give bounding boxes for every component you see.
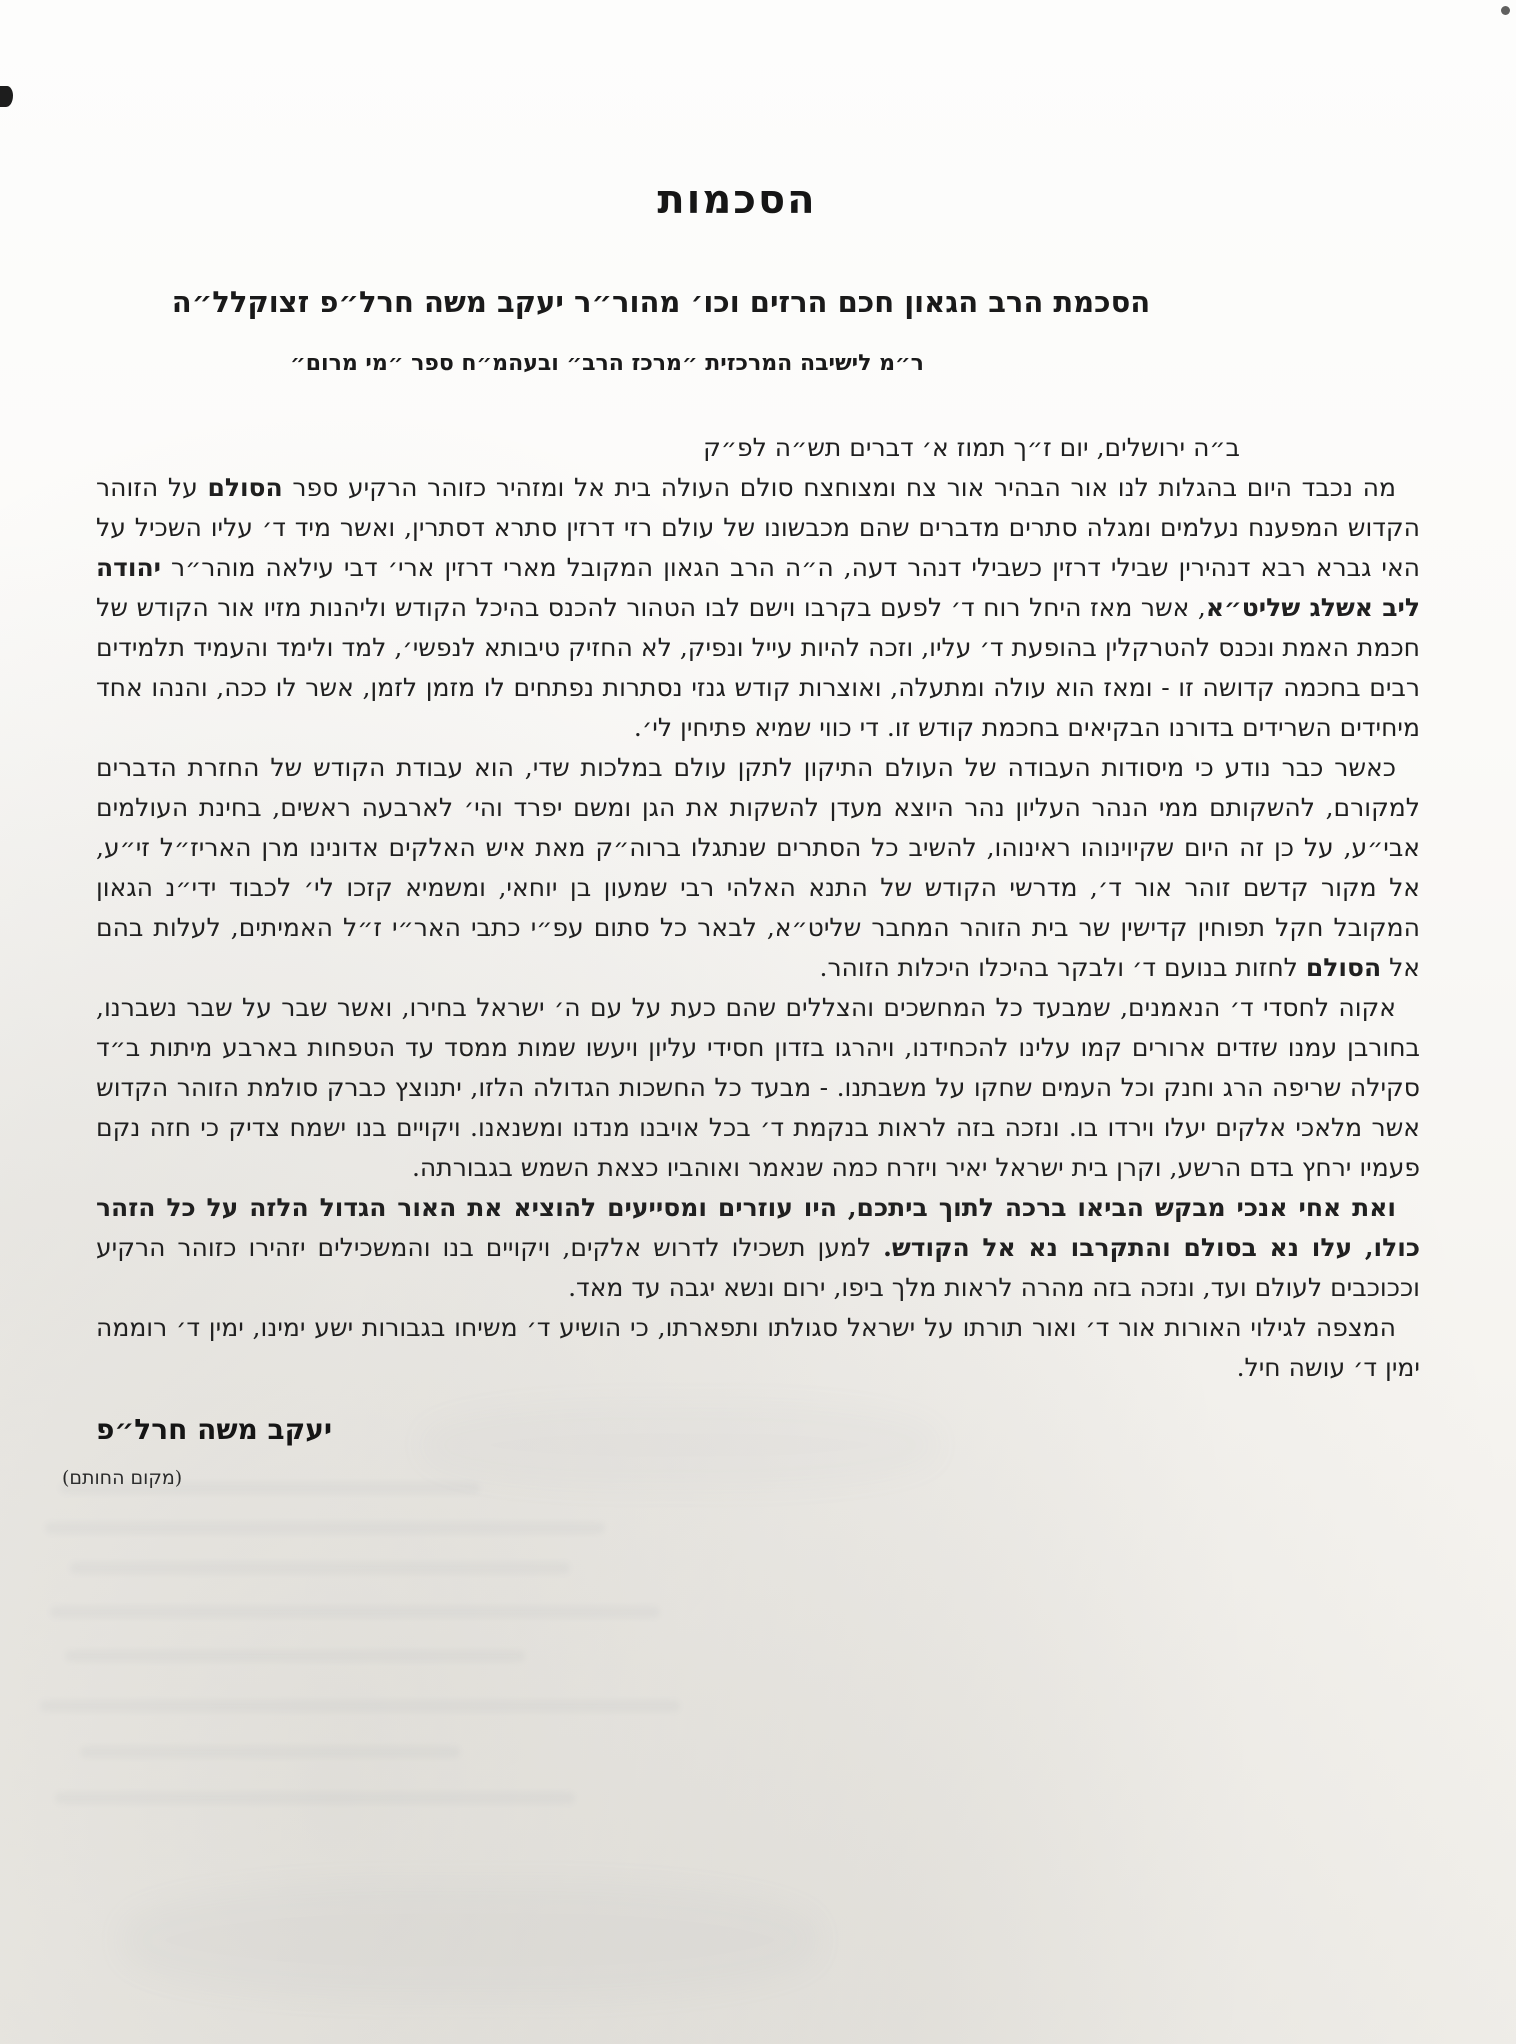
body-paragraphs (96, 468, 1420, 1388)
bleed-through-line (70, 1562, 570, 1574)
bleed-through-line (80, 1746, 460, 1758)
page-title: הסכמות (657, 176, 817, 223)
bleed-through-line (45, 1522, 605, 1534)
paragraph (96, 1188, 1420, 1308)
paragraph-text-bold: הסולם (207, 473, 283, 502)
bleed-through-line (50, 1606, 660, 1618)
paragraph-text: מה נכבד היום בהגלות לנו אור הבהיר אור צח ומצוחצח סולם העולה בית אל ומזהיר כזוהר הרקיע ספר (282, 473, 1396, 502)
paragraph (96, 468, 1420, 748)
scan-speck-artifact (1501, 6, 1510, 15)
bleed-through-line (65, 1650, 525, 1662)
paragraph-text-bold: ואת אחי אנכי מבקש הביאו ברכה לתוך ביתכם, היו עוזרים ומסייעים להוציא את האור הגדול הלזה על כל הזהר כולו, עלו נא בסולם והתקרבו נא אל הקודש. (96, 1193, 1420, 1262)
paragraph (96, 748, 1420, 988)
approbation-subheading: ר״מ לישיבה המרכזית ״מרכז הרב״ ובעהמ״ח ספר ״מי מרום״ (290, 350, 924, 376)
approbation-body (62, 428, 1420, 1498)
paragraph-text: למען תשכילו לדרוש אלקים, ויקויים בנו והמשכילים יזהירו כזוהר הרקיע וככוכבים לעולם ועד, ונזכה בזה מהרה לראות מלך ביפו, ירום ונשא יגבה עד מאד. (96, 1233, 1420, 1302)
bleed-through-patch (120, 1880, 820, 2000)
approbation-heading: הסכמת הרב הגאון חכם הרזים וכו׳ מהור״ר יעקב משה חרל״פ זצוקלל״ה (171, 285, 1151, 319)
scan-edge-artifact (0, 86, 13, 107)
paragraph-text: אקוה לחסדי ד׳ הנאמנים, שמבעד כל המחשכים והצללים שהם כעת על עם ה׳ ישראל בחירו, ואשר שבר על שבר נשברנו, בחורבן עמנו שזדים ארורים קמו עלינו להכחידנו, ויהרגו בזדון חסידי עליון ויעשו שמות ממסד עד הטפחות בארבע מיתות ב״ד סקילה שריפה הרג וחנק וכל העמים שחקו על משבתנו. - מבעד כל החשכות הגדולה הלזו, יתנוצץ כברק סולמת הזוהר הקדוש אשר מלאכי אלקים יעלו וירדו בו. ונזכה בזה לראות בנקמת ד׳ בכל אויבנו מנדנו ומשנאנו. ויקויים בנו ישמח צדיק כי חזה נקם פעמיו ירחץ בדם הרשע, וקרן בית ישראל יאיר ויזרח כמה שנאמר ואוהביו כצאת השמש בגבורתה. (96, 993, 1420, 1182)
paragraph-text: לחזות בנועם ד׳ ולבקר בהיכלו היכלות הזוהר. (819, 953, 1306, 982)
paragraph-text-bold: יהודה ליב אשלג שליט״א (96, 553, 1420, 622)
bleed-through-patch (420, 1400, 940, 1490)
signature-name: יעקב משה חרל״פ (96, 1413, 333, 1446)
paragraph-text-bold: הסולם (1305, 953, 1382, 982)
paragraph-text: כאשר כבר נודע כי מיסודות העבודה של העולם התיקון לתקן עולם במלכות שדי, הוא עבודת הקודש של החזרת הדברים למקורם, להשקותם ממי הנהר העליון נהר היוצא מעדן להשקות את הגן ומשם יפרד והי׳ לארבעה ראשים, בחינת העולמים אבי״ע, על כן זה היום שקיוינוהו ראינוהו, להשיב כל הסתרים שנתגלו ברוה״ק מאת איש האלקים אדונינו מרן האריז״ל זי״ע, אל מקור קדשם זוהר אור ד׳, מדרשי הקודש של התנא האלהי רבי שמעון בן יוחאי, ומשמיא קזכו לי׳ לכבוד ידי״נ הגאון המקובל חקל תפוחין קדישין שר בית הזוהר המחבר שליט״א, לבאר כל סתום עפ״י כתבי האר״י ז״ל האמיתים, לעלות בהם אל (96, 753, 1420, 982)
bleed-through-line (40, 1700, 680, 1712)
paragraph (96, 988, 1420, 1188)
paragraph (96, 1308, 1420, 1388)
paragraph-text: , אשר מאז היחל רוח ד׳ לפעם בקרבו וישם לבו הטהור להכנס בהיכל הקודש וליהנות מזיו אור הקודש של חכמת האמת ונכנס להטרקלין בהופעת ד׳ עליו, וזכה להיות עייל ונפיק, לא החזיק טיבותא לנפשי׳, למד ולימד והעמיד תלמידים רבים בחכמה קדושה זו - ומאז הוא עולה ומתעלה, ואוצרות קודש גנזי נסתרות נפתחים לו מזמן לזמן, אשר לו ככה, והנהו אחד מיחידים השרידים בדורנו הבקיאים בחכמת קודש זו. די כווי שמיא פתיחין לי׳. (96, 593, 1420, 742)
bleed-through-line (60, 1482, 480, 1494)
seal-place-note: (מקום החותם) (62, 1467, 183, 1489)
paragraph-text: על הזוהר הקדוש המפענח נעלמים ומגלה סתרים מדברים שהם מכבשונו של עולם רזי דרזין סתרא דסתרין, ואשר מיד ד׳ עליו השכיל על האי גברא רבא דנהירין שבילי דרזין כשבילי דנהר דעה, ה״ה הרב הגאון המקובל מארי דרזין ארי׳ דבי עילאה מוהר״ר (96, 473, 1420, 582)
dateline: ב״ה ירושלים, יום ז״ך תמוז א׳ דברים תש״ה לפ״ק (703, 433, 1240, 462)
bleed-through-line (55, 1792, 575, 1804)
paragraph-text: המצפה לגילוי האורות אור ד׳ ואור תורתו על ישראל סגולתו ותפארתו, כי הושיע ד׳ משיחו בגבורות ישע ימינו, ימין ד׳ רוממה ימין ד׳ עושה חיל. (96, 1313, 1420, 1382)
